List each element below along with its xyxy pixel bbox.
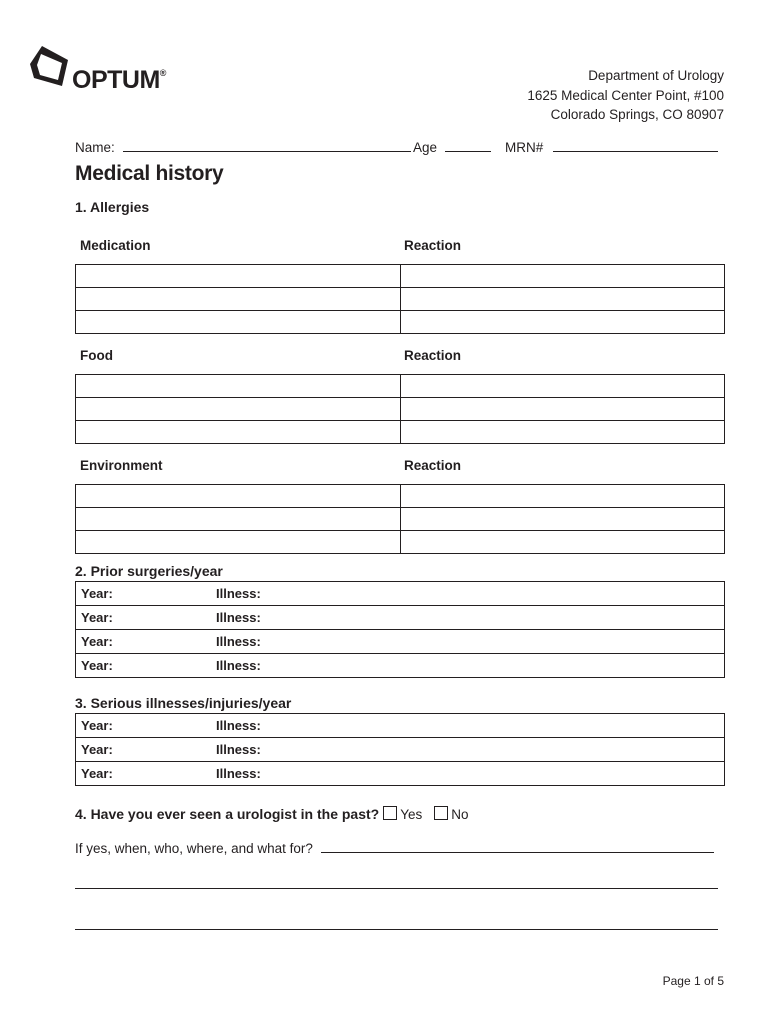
- reaction-cell[interactable]: [401, 265, 725, 288]
- year-label: Year:: [81, 610, 113, 625]
- page-number: Page 1 of 5: [662, 974, 724, 988]
- illness-label: Illness:: [216, 718, 261, 733]
- illness-label: Illness:: [216, 658, 261, 673]
- surgery-row[interactable]: [76, 582, 724, 606]
- answer-line-2[interactable]: [75, 929, 718, 930]
- age-field[interactable]: [445, 137, 491, 152]
- environment-cell[interactable]: [76, 531, 401, 554]
- food-reaction-label: Reaction: [404, 348, 462, 363]
- environment-reaction-label: Reaction: [404, 458, 462, 473]
- medication-cell[interactable]: [76, 311, 401, 334]
- illness-label: Illness:: [216, 742, 261, 757]
- food-cell[interactable]: [76, 375, 401, 398]
- no-label: No: [451, 807, 469, 822]
- reaction-cell[interactable]: [401, 311, 725, 334]
- medication-table: [75, 264, 725, 334]
- medication-reaction-label: Reaction: [404, 238, 462, 253]
- reaction-cell[interactable]: [401, 375, 725, 398]
- illness-row[interactable]: [76, 762, 724, 785]
- reaction-cell[interactable]: [401, 398, 725, 421]
- environment-cell[interactable]: [76, 508, 401, 531]
- optum-logo-mark-icon: [28, 44, 72, 88]
- food-cell[interactable]: [76, 421, 401, 444]
- year-label: Year:: [81, 718, 113, 733]
- year-label: Year:: [81, 766, 113, 781]
- medication-label: Medication: [80, 238, 151, 253]
- reaction-cell[interactable]: [401, 508, 725, 531]
- year-label: Year:: [81, 586, 113, 601]
- illness-label: Illness:: [216, 766, 261, 781]
- address-line-1: 1625 Medical Center Point, #100: [527, 87, 724, 103]
- optum-logo-text: OPTUM®: [72, 66, 166, 94]
- name-label: Name:: [75, 140, 115, 155]
- environment-cell[interactable]: [76, 485, 401, 508]
- illnesses-heading: 3. Serious illnesses/injuries/year: [75, 695, 292, 711]
- name-field[interactable]: [123, 137, 411, 152]
- illness-label: Illness:: [216, 634, 261, 649]
- surgery-row[interactable]: [76, 630, 724, 654]
- registered-mark: ®: [159, 68, 166, 78]
- patient-info-line: [75, 137, 411, 155]
- answer-line-1[interactable]: [75, 888, 718, 889]
- reaction-cell[interactable]: [401, 485, 725, 508]
- year-label: Year:: [81, 658, 113, 673]
- optum-logo: [28, 44, 188, 96]
- medication-cell[interactable]: [76, 288, 401, 311]
- reaction-cell[interactable]: [401, 421, 725, 444]
- age-group: [413, 137, 491, 155]
- mrn-label: MRN#: [505, 140, 544, 155]
- yes-label: Yes: [400, 807, 423, 822]
- mrn-group: [505, 137, 718, 155]
- year-label: Year:: [81, 742, 113, 757]
- surgeries-heading: 2. Prior surgeries/year: [75, 563, 223, 579]
- urologist-followup-label: If yes, when, who, where, and what for?: [75, 841, 313, 856]
- allergies-heading: 1. Allergies: [75, 199, 150, 215]
- illness-label: Illness:: [216, 610, 261, 625]
- year-label: Year:: [81, 634, 113, 649]
- address-line-2: Colorado Springs, CO 80907: [550, 107, 724, 122]
- medication-cell[interactable]: [76, 265, 401, 288]
- yes-checkbox[interactable]: [383, 806, 397, 820]
- reaction-cell[interactable]: [401, 288, 725, 311]
- urologist-followup-line: [75, 838, 714, 856]
- surgery-row[interactable]: [76, 654, 724, 677]
- urologist-question: 4. Have you ever seen a urologist in the past?: [75, 806, 380, 822]
- food-table: [75, 374, 725, 444]
- environment-table: [75, 484, 725, 554]
- food-label: Food: [80, 348, 113, 363]
- illnesses-table: [75, 713, 725, 786]
- surgery-row[interactable]: [76, 606, 724, 630]
- illness-label: Illness:: [216, 586, 261, 601]
- urologist-question-line: [75, 806, 469, 822]
- department-name: Department of Urology: [588, 68, 724, 83]
- illness-row[interactable]: [76, 738, 724, 762]
- no-checkbox[interactable]: [434, 806, 448, 820]
- illness-row[interactable]: [76, 714, 724, 738]
- reaction-cell[interactable]: [401, 531, 725, 554]
- page-title: Medical history: [75, 162, 224, 185]
- age-label: Age: [413, 140, 438, 155]
- urologist-followup-field[interactable]: [321, 838, 714, 853]
- surgeries-table: [75, 581, 725, 678]
- mrn-field[interactable]: [553, 137, 718, 152]
- environment-label: Environment: [80, 458, 163, 473]
- food-cell[interactable]: [76, 398, 401, 421]
- clinic-address: [527, 66, 724, 125]
